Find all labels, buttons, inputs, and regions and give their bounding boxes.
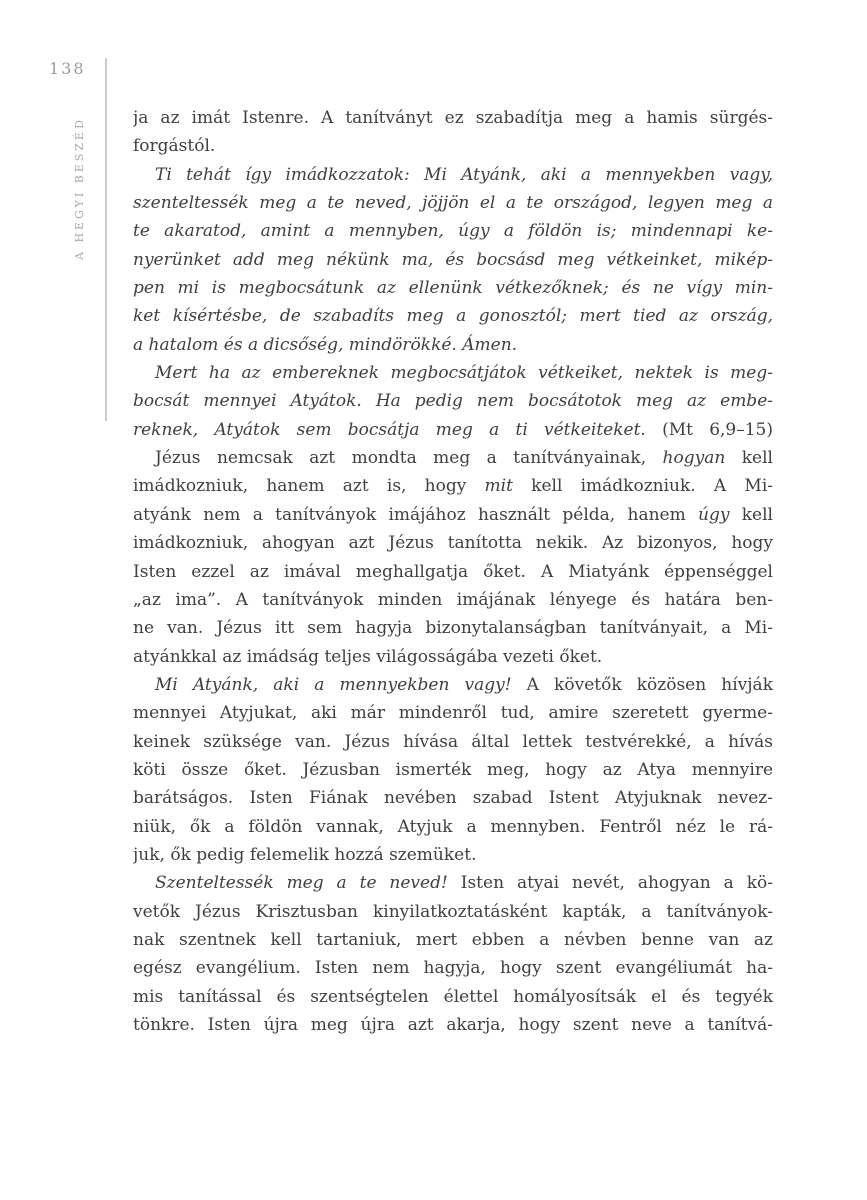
text-run: vetők Jézus Krisztusban kinyilatkoztatásként kapták, a tanítványok- xyxy=(133,901,773,922)
text-line xyxy=(133,586,773,614)
text-line xyxy=(133,246,773,274)
text-line xyxy=(133,869,773,897)
italic-text-run: hogyan xyxy=(662,448,726,469)
text-line xyxy=(133,1011,773,1039)
text-line xyxy=(133,813,773,841)
italic-text-run: pen mi is megbocsátunk az ellenünk vétkezőknek; és ne vígy min- xyxy=(133,278,773,299)
text-line xyxy=(133,728,773,756)
text-line xyxy=(133,132,773,160)
italic-text-run: úgy xyxy=(698,504,730,525)
text-run: Isten ezzel az imával meghallgatja őket. A Miatyánk éppenséggel xyxy=(133,561,773,582)
text-line xyxy=(133,501,773,529)
text-line xyxy=(133,841,773,869)
text-run: Jézus nemcsak azt mondta meg a tanítványainak, xyxy=(155,448,663,469)
text-line xyxy=(133,331,773,359)
text-line xyxy=(133,671,773,699)
text-run: forgástól. xyxy=(133,136,216,157)
italic-text-run: ket kísértésbe, de szabadíts meg a gonosztól; mert tied az ország, xyxy=(133,306,773,327)
text-line xyxy=(133,756,773,784)
text-run: A követők közösen hívják xyxy=(511,674,773,695)
text-run: keinek szüksége van. Jézus hívása által lettek testvérekké, a hívás xyxy=(133,731,773,752)
italic-text-run: te akaratod, amint a mennyben, úgy a földön is; mindennapi ke- xyxy=(133,221,773,242)
italic-text-run: bocsát mennyei Atyátok. Ha pedig nem bocsátotok meg az embe- xyxy=(133,391,773,412)
text-run: egész evangélium. Isten nem hagyja, hogy szent evangéliumát ha- xyxy=(133,958,773,979)
text-line xyxy=(133,189,773,217)
text-line xyxy=(133,926,773,954)
text-run: ne van. Jézus itt sem hagyja bizonytalanságban tanítványait, a Mi- xyxy=(133,618,773,639)
text-run: kell imádkozniuk. A Mi- xyxy=(512,476,773,497)
italic-text-run: mit xyxy=(484,476,513,497)
text-line xyxy=(133,416,773,444)
text-run: mennyei Atyjukat, aki már mindenről tud, amire szeretett gyerme- xyxy=(133,703,773,724)
running-head-vertical: A HEGYI BESZÉD xyxy=(73,117,86,260)
text-line xyxy=(133,444,773,472)
text-line xyxy=(133,558,773,586)
italic-text-run: Szenteltessék meg a te neved! xyxy=(155,873,448,894)
text-line xyxy=(133,954,773,982)
margin-rule xyxy=(105,58,107,421)
text-line xyxy=(133,161,773,189)
text-line xyxy=(133,529,773,557)
text-run: mis tanítással és szentségtelen élettel homályosítsák el és tegyék xyxy=(133,986,773,1007)
text-line xyxy=(133,614,773,642)
text-line xyxy=(133,699,773,727)
text-run: tönkre. Isten újra meg újra azt akarja, hogy szent neve a tanítvá- xyxy=(133,1015,773,1035)
text-run: barátságos. Isten Fiának nevében szabad Istent Atyjuknak nevez- xyxy=(133,788,773,809)
text-line xyxy=(133,217,773,245)
text-line xyxy=(133,387,773,415)
text-line xyxy=(133,274,773,302)
text-run: kell xyxy=(725,448,773,469)
text-run: atyánkkal az imádság teljes világosságába vezeti őket. xyxy=(133,646,603,667)
body-text xyxy=(133,104,773,1039)
text-run: niük, ők a földön vannak, Atyjuk a mennyben. Fentről néz le rá- xyxy=(133,816,773,837)
italic-text-run: Ti tehát így imádkozzatok: Mi Atyánk, aki a mennyekben vagy, xyxy=(155,164,773,185)
text-run: nak szentnek kell tartaniuk, mert ebben a névben benne van az xyxy=(133,929,773,950)
text-run: Isten atyai nevét, ahogyan a kö- xyxy=(447,873,773,894)
text-line xyxy=(133,472,773,500)
text-line xyxy=(133,898,773,926)
text-run: kell xyxy=(729,504,773,525)
text-run: imádkozniuk, hanem azt is, hogy xyxy=(133,476,485,497)
text-run: köti össze őket. Jézusban ismerték meg, hogy az Atya mennyire xyxy=(133,759,773,780)
page-number: 138 xyxy=(49,59,86,78)
text-line xyxy=(133,643,773,671)
text-line xyxy=(133,983,773,1011)
text-run: juk, ők pedig felemelik hozzá szemüket. xyxy=(133,844,477,865)
text-line xyxy=(133,784,773,812)
text-run: atyánk nem a tanítványok imájához használt példa, hanem xyxy=(133,504,699,525)
text-run: (Mt 6,9–15) xyxy=(662,419,773,440)
text-run: ja az imát Istenre. A tanítványt ez szabadítja meg a hamis sürgés- xyxy=(133,108,773,128)
text-run: „az ima”. A tanítványok minden imájának lényege és határa ben- xyxy=(133,589,773,610)
italic-text-run: nyerünket add meg nékünk ma, és bocsásd meg vétkeinket, mikép- xyxy=(133,249,773,270)
text-run: imádkozniuk, ahogyan azt Jézus tanította nekik. Az bizonyos, hogy xyxy=(133,533,773,554)
italic-text-run: reknek, Atyátok sem bocsátja meg a ti vétkeiteket. xyxy=(133,419,663,440)
italic-text-run: a hatalom és a dicsőség, mindörökké. Ámen. xyxy=(133,334,518,355)
text-line xyxy=(133,104,773,132)
italic-text-run: Mi Atyánk, aki a mennyekben vagy! xyxy=(155,674,512,695)
italic-text-run: Mert ha az embereknek megbocsátjátok vétkeiket, nektek is meg- xyxy=(155,363,773,384)
text-line xyxy=(133,302,773,330)
italic-text-run: szenteltessék meg a te neved, jöjjön el a te országod, legyen meg a xyxy=(133,193,773,214)
text-line xyxy=(133,359,773,387)
